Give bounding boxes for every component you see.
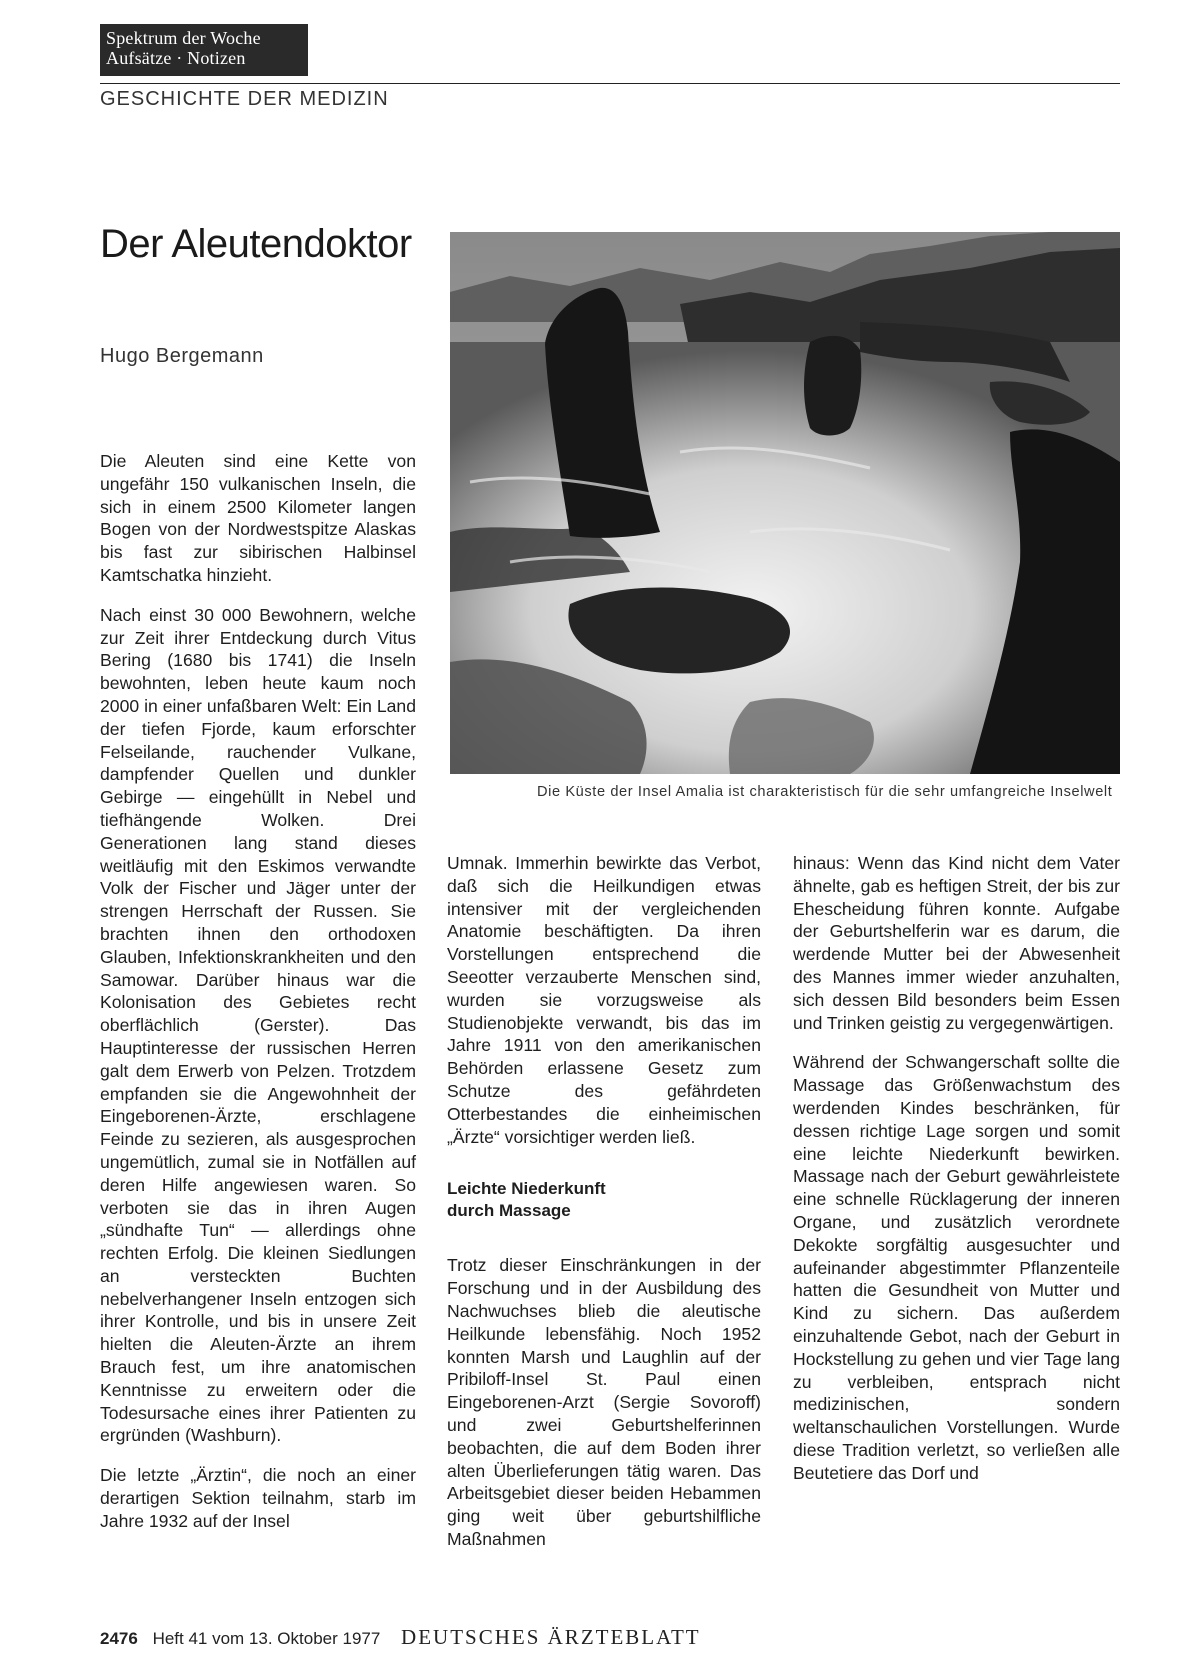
section-label-box [100,24,308,76]
lead-paragraph: Die Aleuten sind eine Kette von ungefähr 150 vulkanischen Inseln, die sich in einem 2500 Kilometer langen Bogen von der Nordwestspitze Alaskas bis fast zur sibirischen Halbinsel Kamtschatka hinzieht. [100,451,416,585]
body-paragraph: Umnak. Immerhin bewirkte das Verbot, daß sich die Heilkundigen etwas intensiver mit der vergleichenden Anatomie beschäftigten. Da ihren Vorstellungen entsprechend die Seeotter verzauberte Menschen sind, wurden sie vorzugsweise als Studienobjekte verwandt, bis das im Jahre 1911 von den amerikanischen Behörden erlassene Gesetz zum Schutze des gefährdeten Otterbestandes die einheimischen „Ärzte“ vorsichtiger werden ließ. [447,853,761,1147]
subheading-line2: durch Massage [447,1201,571,1221]
article-title: Der Aleutendoktor [100,222,412,266]
body-paragraph: Nach einst 30 000 Bewohnern, welche zur Zeit ihrer Entdeckung durch Vitus Bering (1680 bis 1741) die Inseln bewohnten, leben heute kaum noch 2000 in einer unfaßbaren Welt: Ein Land der tiefen Fjorde, kaum erforschter Felseilande, rauchender Vulkane, dampfender Quellen und dunkler Gebirge — eingehüllt in Nebel und tiefhängende Wolken. Drei Generationen lang stand dieses weitläufig mit den Eskimos verwandte Volk der Fischer und Jäger unter der strengen Herrschaft der Russen. Sie brachten ihnen den orthodoxen Glauben, Infektionskrankheiten und den Samowar. Darüber hinaus war die Kolonisation des Gebietes recht oberflächlich (Gerster). Das Hauptinteresse der russischen Herren galt dem Erwerb von Pelzen. Trotzdem empfanden sie die Angewohnheit der Eingeborenen-Ärzte, erschlagene Feinde zu sezieren, als ausgesprochen ungemütlich, zumal sie in Notfällen auf deren Hilfe angewiesen waren. So verboten sie das in ihren Augen „sündhafte Tun“ — allerdings ohne rechten Erfolg. Die kleinen Siedlungen an versteckten Buchten nebelverhangener Inseln entzogen sich ihrer Kontrolle, und bis in unsere Zeit hielten die Aleuten-Ärzte an ihrem Brauch fest, um ihre anatomischen Kenntnisse zu erweitern oder die Todesursache eines ihrer Patienten zu ergründen (Washburn). [100,604,416,1446]
body-paragraph: Während der Schwangerschaft sollte die Massage das Größenwachstum des werdenden Kindes beschränken, für dessen richtige Lage sorgen und somit eine leichte Niederkunft bewirken. Massage nach der Geburt gewährleistete eine schnelle Rücklagerung der inneren Organe, und zusätzlich verordnete Dekokte sorgfältig ausgesuchter und aufeinander abgestimmter Pflanzenteile hatten die Gesundheit von Mutter und Kind zu sichern. Das außerdem einzuhaltende Gebot, nach der Geburt in Hockstellung zu gehen und vier Tage lang zu verbleiben, entsprach nicht medizinischen, sondern weltanschaulichen Vorstellungen. Wurde diese Tradition verletzt, so verließen alle Beutetiere das Dorf und [793,1052,1120,1483]
body-paragraph: hinaus: Wenn das Kind nicht dem Vater ähnelte, gab es heftigen Streit, der bis zur Ehescheidung führen konnte. Aufgabe der Geburtshelferin war es darum, die werdende Mutter bei der Abwesenheit des Mannes immer wieder anzuhalten, sich dessen Bild besonders beim Essen und Trinken geistig zu vergegenwärtigen. [793,853,1120,1033]
page-number: 2476 [100,1629,138,1648]
section-label-line1: Spektrum der Woche [106,28,261,48]
header-rule [100,83,1120,84]
photo-caption: Die Küste der Insel Amalia ist charakteristisch für die sehr umfangreiche Inselwelt [537,784,1113,800]
article-author: Hugo Bergemann [100,345,264,367]
page-footer [100,1625,701,1650]
body-paragraph: Die letzte „Ärztin“, die noch an einer derartigen Sektion teilnahm, starb im Jahre 1932 auf der Insel [100,1465,416,1531]
issue-info: Heft 41 vom 13. Oktober 1977 [152,1629,381,1648]
coast-photo [450,232,1120,774]
text-column-left [100,450,416,1550]
journal-name: DEUTSCHES ÄRZTEBLATT [401,1625,701,1649]
rubric: GESCHICHTE DER MEDIZIN [100,88,389,110]
text-column-right [793,852,1120,1502]
body-paragraph: Trotz dieser Einschränkungen in der Forschung und in der Ausbildung des Nachwuchses blieb die aleutische Heilkunde lebensfähig. Noch 1952 konnten Marsh und Laughlin auf der Pribiloff-Insel St. Paul einen Eingeborenen-Arzt (Sergie Sovoroff) und zwei Geburtshelferinnen beobachten, die auf dem Boden ihrer alten Überlieferungen tätig waren. Das Arbeitsgebiet dieser beiden Hebammen ging weit über geburtshilfliche Maßnahmen [447,1255,761,1549]
section-label-line2: Aufsätze · Notizen [106,48,246,68]
subheading-line1: Leichte Niederkunft [447,1179,606,1199]
subheading [447,1178,761,1222]
text-column-middle [447,852,761,1568]
